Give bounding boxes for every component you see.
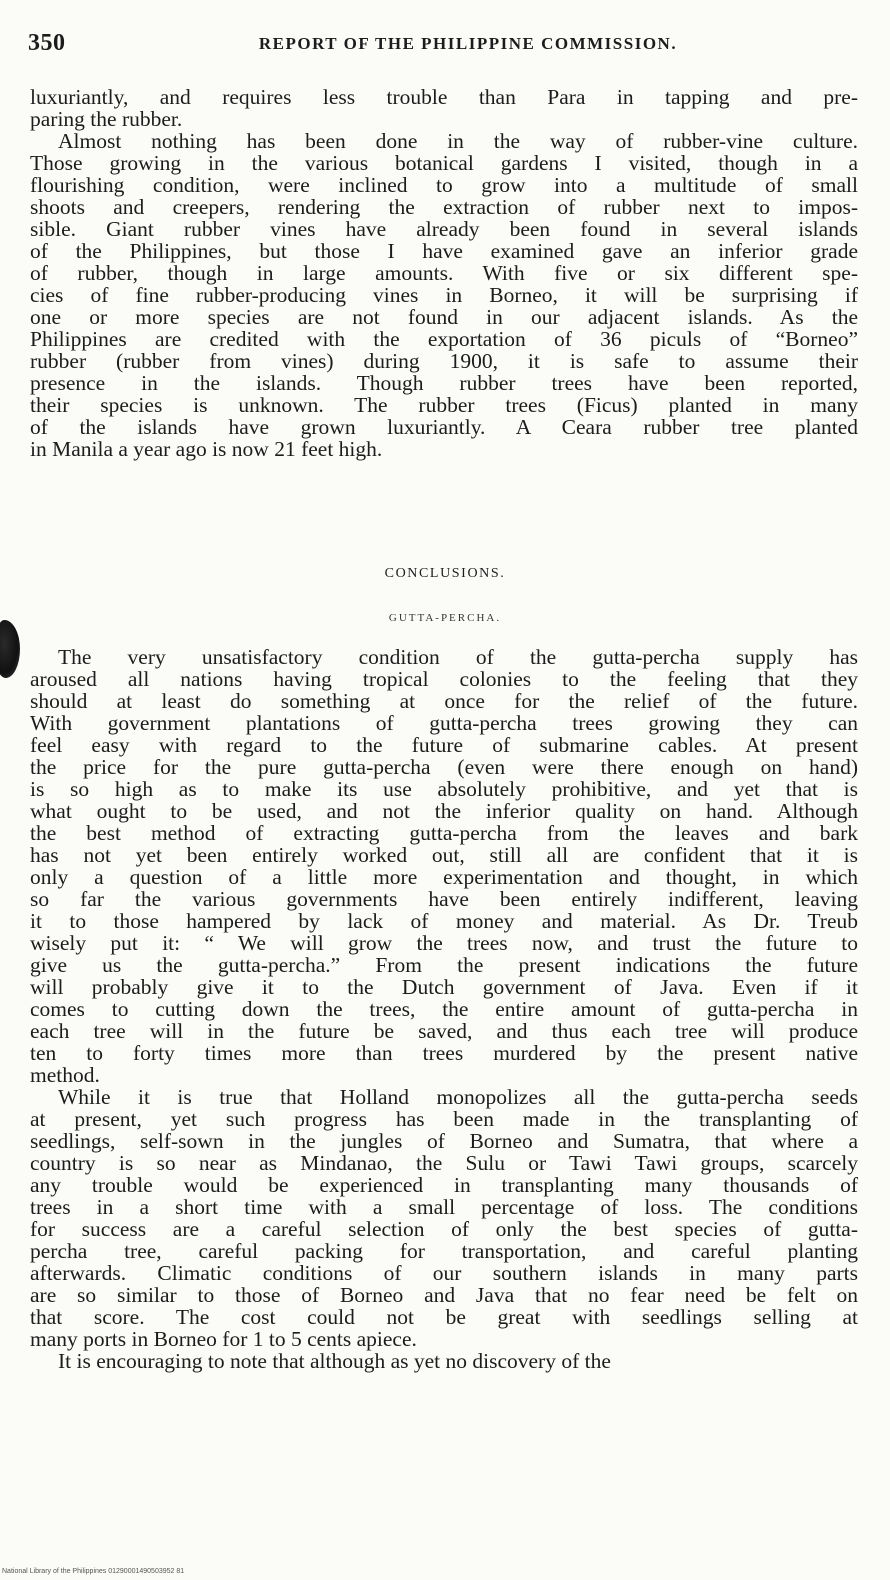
text-line: of the Philippines, but those I have examined gave an inferior grade <box>30 239 858 263</box>
text-line: of rubber, though in large amounts. With five or six different spe- <box>30 261 858 285</box>
text-line: is so high as to make its use absolutely prohibitive, and yet that is <box>30 777 858 801</box>
text-line: the price for the pure gutta-percha (even were there enough on hand) <box>30 755 858 779</box>
text-line: paring the rubber. <box>30 107 183 131</box>
text-line: trees in a short time with a small percentage of loss. The conditions <box>30 1195 858 1219</box>
text-line: of the islands have grown luxuriantly. A Ceara rubber tree planted <box>30 415 858 439</box>
subsection-heading: GUTTA-PERCHA. <box>388 612 502 624</box>
text-line: shoots and creepers, rendering the extraction of rubber next to impos- <box>30 195 858 219</box>
text-line: comes to cutting down the trees, the entire amount of gutta-percha in <box>30 997 858 1021</box>
text-line: it to those hampered by lack of money and material. As Dr. Treub <box>30 909 858 933</box>
text-line: aroused all nations having tropical colonies to the feeling that they <box>30 667 858 691</box>
text-line: While it is true that Holland monopolizes all the gutta-percha seeds <box>58 1085 858 1109</box>
text-line: many ports in Borneo for 1 to 5 cents apiece. <box>30 1327 417 1351</box>
body-text-top <box>30 86 858 460</box>
ink-blot-mark <box>0 620 20 678</box>
text-line: percha tree, careful packing for transportation, and careful planting <box>30 1239 858 1263</box>
text-line: ten to forty times more than trees murdered by the present native <box>30 1041 858 1065</box>
page-number: 350 <box>28 30 66 56</box>
text-line: so far the various governments have been entirely indifferent, leaving <box>30 887 858 911</box>
text-line: luxuriantly, and requires less trouble than Para in tapping and pre- <box>30 85 858 109</box>
text-line: give us the gutta-percha.” From the present indications the future <box>30 953 858 977</box>
text-line: sible. Giant rubber vines have already been found in several islands <box>30 217 858 241</box>
text-line: Those growing in the various botanical gardens I visited, though in a <box>30 151 858 175</box>
library-stamp: National Library of the Philippines 01290001490503952 81 <box>2 1568 185 1575</box>
text-line: what ought to be used, and not the inferior quality on hand. Although <box>30 799 858 823</box>
running-head: REPORT OF THE PHILIPPINE COMMISSION. <box>258 34 678 53</box>
text-line: feel easy with regard to the future of submarine cables. At present <box>30 733 858 757</box>
text-line: has not yet been entirely worked out, still all are confident that it is <box>30 843 858 867</box>
text-line: flourishing condition, were inclined to grow into a multitude of small <box>30 173 858 197</box>
text-line: for success are a careful selection of only the best species of gutta- <box>30 1217 858 1241</box>
text-line: any trouble would be experienced in transplanting many thousands of <box>30 1173 858 1197</box>
page-header <box>28 30 868 60</box>
text-line: It is encouraging to note that although as yet no discovery of the <box>58 1349 611 1373</box>
text-line: country is so near as Mindanao, the Sulu or Tawi Tawi groups, scarcely <box>30 1151 858 1175</box>
text-line: the best method of extracting gutta-percha from the leaves and bark <box>30 821 858 845</box>
text-line: their species is unknown. The rubber trees (Ficus) planted in many <box>30 393 858 417</box>
text-line: in Manila a year ago is now 21 feet high. <box>30 437 383 461</box>
text-line: With government plantations of gutta-percha trees growing they can <box>30 711 858 735</box>
text-line: at present, yet such progress has been made in the transplanting of <box>30 1107 858 1131</box>
text-line: Almost nothing has been done in the way of rubber-vine culture. <box>58 129 858 153</box>
body-text-bottom <box>30 646 858 1372</box>
text-line: The very unsatisfactory condition of the gutta-percha supply has <box>58 645 858 669</box>
text-line: afterwards. Climatic conditions of our southern islands in many parts <box>30 1261 858 1285</box>
text-line: cies of fine rubber-producing vines in Borneo, it will be surprising if <box>30 283 858 307</box>
text-line: only a question of a little more experimentation and thought, in which <box>30 865 858 889</box>
text-line: rubber (rubber from vines) during 1900, it is safe to assume their <box>30 349 858 373</box>
text-line: wisely put it: “ We will grow the trees now, and trust the future to <box>30 931 858 955</box>
text-line: are so similar to those of Borneo and Java that no fear need be felt on <box>30 1283 858 1307</box>
text-line: will probably give it to the Dutch government of Java. Even if it <box>30 975 858 999</box>
text-line: one or more species are not found in our adjacent islands. As the <box>30 305 858 329</box>
text-line: each tree will in the future be saved, and thus each tree will produce <box>30 1019 858 1043</box>
text-line: Philippines are credited with the exportation of 36 piculs of “Borneo” <box>30 327 858 351</box>
text-line: that score. The cost could not be great with seedlings selling at <box>30 1305 858 1329</box>
text-line: method. <box>30 1063 100 1087</box>
text-line: seedlings, self-sown in the jungles of Borneo and Sumatra, that where a <box>30 1129 858 1153</box>
section-heading: CONCLUSIONS. <box>384 566 506 581</box>
text-line: should at least do something at once for the relief of the future. <box>30 689 858 713</box>
text-line: presence in the islands. Though rubber trees have been reported, <box>30 371 858 395</box>
